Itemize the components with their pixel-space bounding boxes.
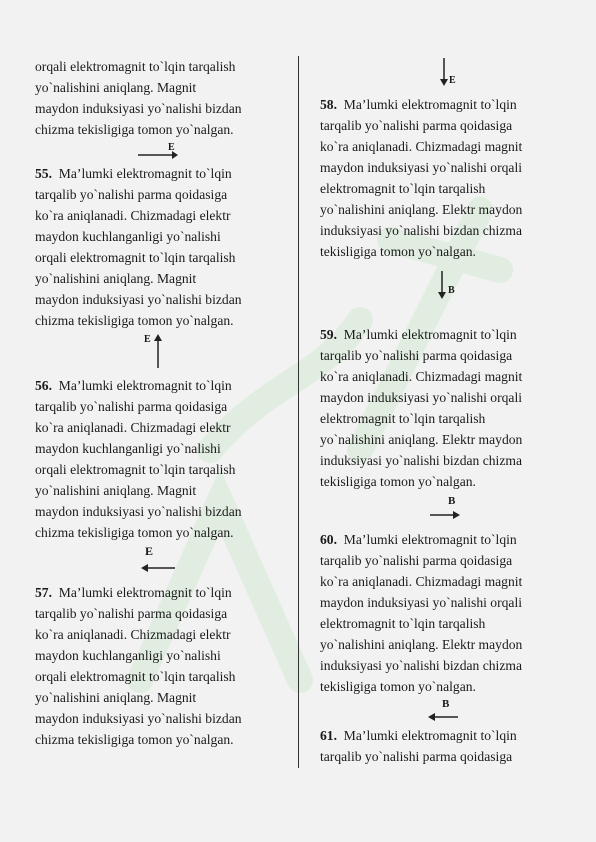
text-line: Ma’lumki elektromagnit to`lqin — [343, 327, 517, 342]
figure-label: B — [448, 285, 455, 296]
text-line: yo`nalishini aniqlang. Magnit — [35, 690, 197, 705]
text-line: chizma tekisligiga tomon yo`nalgan. — [35, 122, 234, 137]
question-number: 55. — [35, 166, 52, 181]
question-55-line — [35, 163, 232, 184]
text-line: Ma’lumki elektromagnit to`lqin — [343, 532, 517, 547]
text-line: maydon induksiyasi yo`nalishi bizdan — [35, 504, 242, 519]
text-line: yo`nalishini aniqlang. Elektr maydon — [320, 637, 523, 652]
text-line: ko`ra aniqlanadi. Chizmadagi elektr — [35, 420, 231, 435]
text-line: tarqalib yo`nalishi parma qoidasiga — [320, 348, 513, 363]
text-line: Ma’lumki elektromagnit to`lqin — [343, 728, 517, 743]
text-line: ko`ra aniqlanadi. Chizmadagi elektr — [35, 627, 231, 642]
question-number: 61. — [320, 728, 337, 743]
question-61-line — [320, 725, 517, 746]
text-line: orqali elektromagnit to`lqin tarqalish — [35, 462, 236, 477]
text-line: elektromagnit to`lqin tarqalish — [320, 411, 486, 426]
text-line: elektromagnit to`lqin tarqalish — [320, 181, 486, 196]
text-line: yo`nalishini aniqlang. Elektr maydon — [320, 432, 523, 447]
question-60-line — [320, 529, 517, 550]
arrow-left-icon — [141, 562, 175, 576]
text-line: chizma tekisligiga tomon yo`nalgan. — [35, 525, 234, 540]
text-line: elektromagnit to`lqin tarqalish — [320, 616, 486, 631]
figure-label: E — [449, 75, 456, 86]
figure-label: E — [168, 142, 175, 153]
text-line: induksiyasi yo`nalishi bizdan chizma — [320, 453, 522, 468]
question-56-line — [35, 375, 232, 396]
text-line: chizma tekisligiga tomon yo`nalgan. — [35, 732, 234, 747]
arrow-right-icon — [430, 509, 460, 521]
text-line: ko`ra aniqlanadi. Chizmadagi magnit — [320, 139, 523, 154]
text-line: tarqalib yo`nalishi parma qoidasiga — [320, 749, 513, 764]
text-line: tarqalib yo`nalishi parma qoidasiga — [35, 399, 228, 414]
question-59-line — [320, 324, 517, 345]
text-line: tarqalib yo`nalishi parma qoidasiga — [35, 187, 228, 202]
text-line: tarqalib yo`nalishi parma qoidasiga — [35, 606, 228, 621]
figure-label: B — [448, 495, 456, 507]
figure-label: B — [442, 698, 450, 710]
column-divider — [298, 56, 299, 768]
text-line: Ma’lumki elektromagnit to`lqin — [58, 585, 232, 600]
text-line: Ma’lumki elektromagnit to`lqin — [343, 97, 517, 112]
question-58-line — [320, 94, 517, 115]
text-line: maydon kuchlanganligi yo`nalishi — [35, 648, 221, 663]
text-line: Ma’lumki elektromagnit to`lqin — [58, 166, 232, 181]
figure-label: E — [145, 544, 154, 558]
text-line: maydon induksiyasi yo`nalishi orqali — [320, 595, 522, 610]
text-line: yo`nalishini aniqlang. Magnit — [35, 271, 197, 286]
arrow-down-figure — [438, 58, 456, 86]
text-line: tekisligiga tomon yo`nalgan. — [320, 679, 476, 694]
text-line: orqali elektromagnit to`lqin tarqalish — [35, 250, 236, 265]
arrow-left-icon — [428, 711, 458, 723]
text-line: tarqalib yo`nalishi parma qoidasiga — [320, 118, 513, 133]
figure-label: E — [144, 334, 151, 345]
text-line: maydon induksiyasi yo`nalishi orqali — [320, 160, 522, 175]
arrow-up-icon — [152, 334, 164, 370]
text-line: ko`ra aniqlanadi. Chizmadagi magnit — [320, 369, 523, 384]
question-number: 57. — [35, 585, 52, 600]
text-line: maydon kuchlanganligi yo`nalishi — [35, 229, 221, 244]
text-line: induksiyasi yo`nalishi bizdan chizma — [320, 658, 522, 673]
text-line: maydon induksiyasi yo`nalishi bizdan — [35, 292, 242, 307]
text-line: maydon induksiyasi yo`nalishi bizdan — [35, 711, 242, 726]
text-line: yo`nalishini aniqlang. Elektr maydon — [320, 202, 523, 217]
text-line: maydon induksiyasi yo`nalishi bizdan — [35, 101, 242, 116]
text-line: yo`nalishini aniqlang. Magnit — [35, 80, 197, 95]
question-number: 58. — [320, 97, 337, 112]
arrow-down-icon — [436, 271, 448, 299]
question-number: 60. — [320, 532, 337, 547]
text-line: tekisligiga tomon yo`nalgan. — [320, 474, 476, 489]
text-line: orqali elektromagnit to`lqin tarqalish — [35, 59, 236, 74]
text-line: orqali elektromagnit to`lqin tarqalish — [35, 669, 236, 684]
arrow-right-figure — [138, 143, 178, 159]
question-number: 56. — [35, 378, 52, 393]
text-line: chizma tekisligiga tomon yo`nalgan. — [35, 313, 234, 328]
text-line: ko`ra aniqlanadi. Chizmadagi elektr — [35, 208, 231, 223]
question-57-line — [35, 582, 232, 603]
text-line: maydon kuchlanganligi yo`nalishi — [35, 441, 221, 456]
text-line: tarqalib yo`nalishi parma qoidasiga — [320, 553, 513, 568]
text-line: yo`nalishini aniqlang. Magnit — [35, 483, 197, 498]
text-line: Ma’lumki elektromagnit to`lqin — [58, 378, 232, 393]
text-line: tekisligiga tomon yo`nalgan. — [320, 244, 476, 259]
text-line: induksiyasi yo`nalishi bizdan chizma — [320, 223, 522, 238]
text-line: ko`ra aniqlanadi. Chizmadagi magnit — [320, 574, 523, 589]
arrow-down-figure — [436, 271, 455, 299]
text-line: maydon induksiyasi yo`nalishi orqali — [320, 390, 522, 405]
question-number: 59. — [320, 327, 337, 342]
